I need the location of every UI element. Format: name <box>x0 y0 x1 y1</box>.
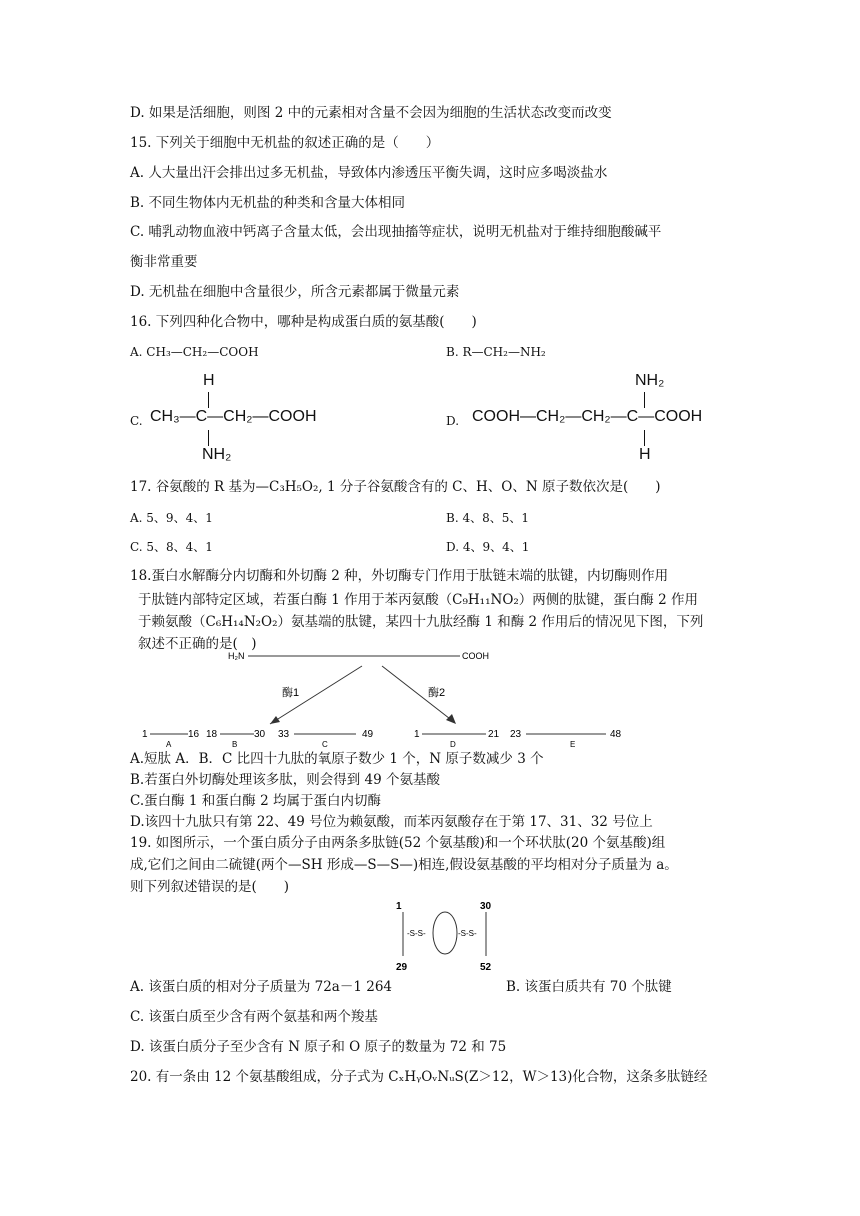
h2n-label: H₂N <box>228 651 245 661</box>
fragment-c-start: 33 <box>278 729 290 740</box>
q18-stem-line1: 18.蛋白水解酶分内切酶和外切酶 2 种，外切酶专门作用于肽链末端的肽键，内切酶则作用 <box>130 568 669 584</box>
structure-c-main: CH₃—C—CH₂—COOH <box>150 408 317 425</box>
q19-option-d: D. 该蛋白质分子至少含有 N 原子和 O 原子的数量为 72 和 75 <box>130 1039 507 1055</box>
q15-option-a: A. 人大量出汗会排出过多无机盐，导致体内渗透压平衡失调，这时应多喝淡盐水 <box>130 165 608 181</box>
q18-option-d: D.该四十九肽只有第 22、49 号位为赖氨酸，而苯丙氨酸存在于第 17、31、32 号位上 <box>130 814 653 830</box>
fragment-c-end: 49 <box>362 729 374 740</box>
enzyme2-label: 酶2 <box>428 687 446 699</box>
q16-option-d-label: D. <box>446 414 460 428</box>
fragment-d-end: 21 <box>488 729 500 740</box>
bond-line <box>208 392 209 408</box>
cyclic-peptide <box>433 912 457 954</box>
disulfide-bond-left: -S-S- <box>407 929 426 938</box>
q15-option-d: D. 无机盐在细胞中含量很少，所含元素都属于微量元素 <box>130 284 460 300</box>
fragment-d-start: 1 <box>414 729 420 740</box>
bond-line <box>644 430 645 446</box>
q18-option-c: C.蛋白酶 1 和蛋白酶 2 均属于蛋白内切酶 <box>130 793 381 809</box>
q14-option-d: D. 如果是活细胞，则图 2 中的元素相对含量不会因为细胞的生活状态改变而改变 <box>130 105 612 121</box>
q15-option-c-line1: C. 哺乳动物血液中钙离子含量太低，会出现抽搐等症状，说明无机盐对于维持细胞酸碱平 <box>130 224 662 240</box>
cooh-label: COOH <box>462 651 489 661</box>
structure-d <box>472 370 722 466</box>
q17-stem: 17. 谷氨酸的 R 基为—C₃H₅O₂, 1 分子谷氨酸含有的 C、H、O、N 原子数依次是( ) <box>130 479 661 495</box>
q20-stem: 20. 有一条由 12 个氨基酸组成，分子式为 CₓHᵧOᵥNᵤS(Z＞12，W＞13)化合物，这条多肽链经 <box>130 1069 708 1085</box>
q19-option-b: B. 该蛋白质共有 70 个肽键 <box>506 979 672 995</box>
q18-stem-line2: 于肽链内部特定区域，若蛋白酶 1 作用于苯丙氨酸（C₉H₁₁NO₂）两侧的肽键，蛋白酶 2 作用 <box>138 592 698 608</box>
fragment-a-start: 1 <box>142 729 148 740</box>
q18-option-a: A.短肽 A．B．C 比四十九肽的氧原子数少 1 个，N 原子数减少 3 个 <box>130 751 544 767</box>
structure-d-h: H <box>639 446 651 463</box>
q17-option-a: A. 5、9、4、1 <box>130 511 213 525</box>
q17-option-d: D. 4、9、4、1 <box>446 540 530 554</box>
fragment-e-label: E <box>570 740 576 749</box>
q19-stem-line3: 则下列叙述错误的是( ) <box>130 879 290 895</box>
q15-option-b: B. 不同生物体内无机盐的种类和含量大体相同 <box>130 195 406 211</box>
structure-c-nh2: NH₂ <box>202 446 232 463</box>
q15-stem: 15. 下列关于细胞中无机盐的叙述正确的是（ ） <box>130 135 440 151</box>
structure-c <box>150 370 350 466</box>
structure-d-main: COOH—CH₂—CH₂—C—COOH <box>472 408 703 425</box>
structure-c-h: H <box>203 372 215 389</box>
q19-stem-line1: 19. 如图所示，一个蛋白质分子由两条多肽链(52 个氨基酸)和一个环状肽(20 个氨基酸)组 <box>130 835 666 851</box>
chain1-end: 29 <box>396 962 408 972</box>
fragment-a-end: 16 <box>188 729 200 740</box>
q18-stem-line3: 于赖氨酸（C₆H₁₄N₂O₂）氨基端的肽键，某四十九肽经酶 1 和酶 2 作用后的情况见下图，下列 <box>138 614 704 630</box>
fragment-b-start: 18 <box>206 729 218 740</box>
q17-option-c: C. 5、8、4、1 <box>130 540 213 554</box>
q16-option-c-label: C. <box>130 414 143 428</box>
fragment-b-end: 30 <box>254 729 266 740</box>
bond-line <box>644 392 645 408</box>
q19-stem-line2: 成,它们之间由二硫键(两个—SH 形成—S—S—)相连,假设氨基酸的平均相对分子质量为 a。 <box>130 857 678 873</box>
q15-option-c-line2: 衡非常重要 <box>130 254 198 270</box>
fragment-e-start: 23 <box>510 729 522 740</box>
protein-disulfide-diagram <box>392 898 502 972</box>
fragment-a-label: A <box>166 740 172 749</box>
disulfide-bond-right: -S-S- <box>458 929 477 938</box>
q19-option-c: C. 该蛋白质至少含有两个氨基和两个羧基 <box>130 1009 378 1025</box>
fragment-b-label: B <box>232 740 238 749</box>
q18-option-b: B.若蛋白外切酶处理该多肽，则会得到 49 个氨基酸 <box>130 772 440 788</box>
chain1-start: 1 <box>396 901 402 912</box>
chain2-end: 52 <box>480 962 492 972</box>
arrowhead <box>270 716 280 724</box>
chain2-start: 30 <box>480 901 492 912</box>
arrowhead <box>446 714 456 724</box>
q16-stem: 16. 下列四种化合物中，哪种是构成蛋白质的氨基酸( ) <box>130 314 477 330</box>
structure-d-nh2: NH₂ <box>635 372 665 389</box>
enzyme-cleavage-diagram <box>130 646 650 750</box>
enzyme1-label: 酶1 <box>282 687 300 699</box>
q17-option-b: B. 4、8、5、1 <box>446 511 529 525</box>
q18-stem-line4: 叙述不正确的是( ) <box>138 636 257 652</box>
fragment-e-end: 48 <box>610 729 622 740</box>
q16-option-b: B. R—CH₂—NH₂ <box>446 345 546 359</box>
fragment-c-label: C <box>322 740 328 749</box>
bond-line <box>208 430 209 446</box>
q19-option-a: A. 该蛋白质的相对分子质量为 72a－1 264 <box>130 979 392 995</box>
q16-option-a: A. CH₃—CH₂—COOH <box>130 345 259 359</box>
fragment-d-label: D <box>450 740 456 749</box>
